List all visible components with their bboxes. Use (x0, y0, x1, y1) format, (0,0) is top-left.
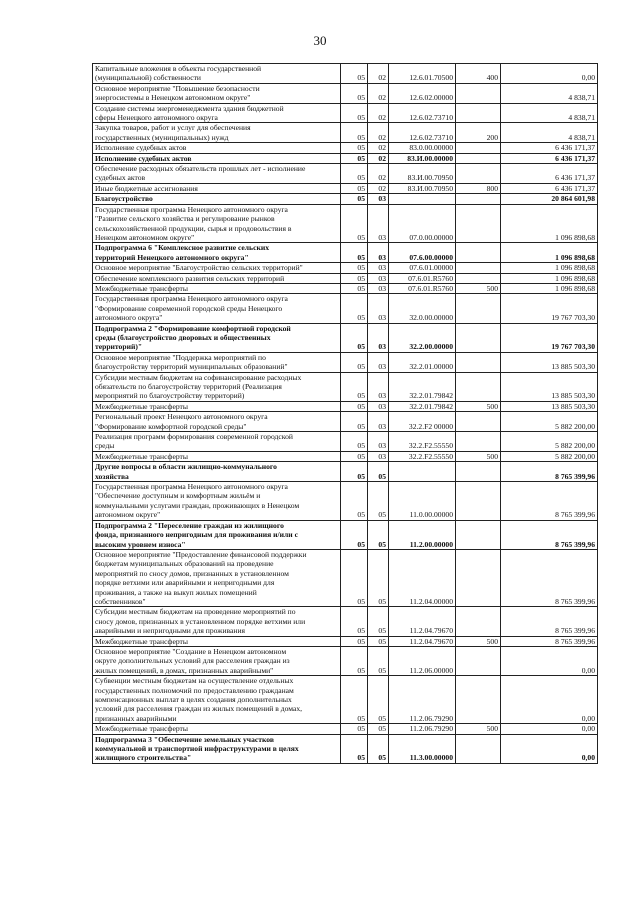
table-row (93, 83, 598, 103)
row-target-article: 32.2.01.79842 (389, 372, 456, 401)
row-target-article: 07.6.01.R5760 (389, 273, 456, 283)
row-target-article: 83.0.00.00000 (389, 143, 456, 153)
row-target-article: 11.2.06.79290 (389, 676, 456, 724)
table-row (93, 143, 598, 153)
row-name: Создание системы энергоменеджмента здания бюджетной сферы Ненецкого автономного округа (93, 103, 341, 123)
row-section: 05 (341, 64, 368, 84)
row-subsection: 05 (368, 676, 389, 724)
row-name: Государственная программа Ненецкого автономного округа "Развитие сельского хозяйства и регулирование рынков сельскохозяйственной продукции, сырья и продовольствия в Ненецком автономном округе" (93, 204, 341, 243)
row-amount: 8 765 399,96 (501, 462, 598, 482)
row-section: 05 (341, 243, 368, 263)
budget-table (92, 63, 598, 764)
row-expense-type: 500 (456, 401, 501, 411)
row-amount: 13 885 503,30 (501, 372, 598, 401)
table-row (93, 283, 598, 293)
row-target-article: 11.0.00.00000 (389, 482, 456, 521)
row-amount: 8 765 399,96 (501, 607, 598, 636)
row-target-article: 32.2.F2.55550 (389, 432, 456, 452)
row-name: Подпрограмма 2 "Формирование комфортной городской среды (благоустройство дворовых и общественных территорий)" (93, 323, 341, 352)
row-subsection: 03 (368, 432, 389, 452)
row-section: 05 (341, 294, 368, 323)
row-section: 05 (341, 676, 368, 724)
row-expense-type (456, 263, 501, 273)
row-expense-type (456, 83, 501, 103)
row-amount: 6 436 171,37 (501, 164, 598, 184)
table-row (93, 412, 598, 432)
row-amount: 20 864 601,98 (501, 194, 598, 204)
row-subsection: 02 (368, 153, 389, 163)
table-row (93, 164, 598, 184)
row-section: 05 (341, 607, 368, 636)
row-expense-type: 800 (456, 183, 501, 193)
row-section: 05 (341, 123, 368, 143)
row-target-article: 12.6.02.73710 (389, 103, 456, 123)
row-expense-type: 400 (456, 64, 501, 84)
row-subsection: 02 (368, 123, 389, 143)
table-row (93, 451, 598, 461)
row-expense-type (456, 734, 501, 763)
row-name: Межбюджетные трансферты (93, 283, 341, 293)
row-section: 05 (341, 401, 368, 411)
row-name: Межбюджетные трансферты (93, 451, 341, 461)
row-expense-type (456, 462, 501, 482)
row-amount: 8 765 399,96 (501, 636, 598, 646)
table-row (93, 734, 598, 763)
row-amount: 1 096 898,68 (501, 273, 598, 283)
row-name: Межбюджетные трансферты (93, 724, 341, 734)
row-section: 05 (341, 323, 368, 352)
row-expense-type (456, 676, 501, 724)
table-row (93, 123, 598, 143)
row-amount: 5 882 200,00 (501, 412, 598, 432)
row-subsection: 05 (368, 482, 389, 521)
row-target-article: 07.6.00.00000 (389, 243, 456, 263)
row-name: Обеспечение комплексного развития сельских территорий (93, 273, 341, 283)
row-subsection: 05 (368, 734, 389, 763)
row-subsection: 02 (368, 164, 389, 184)
row-name: Межбюджетные трансферты (93, 636, 341, 646)
row-subsection: 03 (368, 352, 389, 372)
row-target-article (389, 194, 456, 204)
row-target-article: 83.И.00.70950 (389, 183, 456, 193)
row-target-article: 32.0.00.00000 (389, 294, 456, 323)
row-target-article: 07.0.00.00000 (389, 204, 456, 243)
row-target-article: 11.2.04.00000 (389, 549, 456, 606)
row-subsection: 03 (368, 204, 389, 243)
row-expense-type (456, 243, 501, 263)
table-row (93, 482, 598, 521)
row-section: 05 (341, 451, 368, 461)
table-row (93, 372, 598, 401)
row-section: 05 (341, 520, 368, 549)
row-amount: 1 096 898,68 (501, 204, 598, 243)
row-subsection: 02 (368, 103, 389, 123)
row-expense-type (456, 204, 501, 243)
row-target-article: 32.2.F2 00000 (389, 412, 456, 432)
row-target-article: 11.2.04.79670 (389, 636, 456, 646)
row-target-article: 83.И.00.00000 (389, 153, 456, 163)
row-subsection: 03 (368, 323, 389, 352)
row-amount: 13 885 503,30 (501, 401, 598, 411)
row-expense-type (456, 520, 501, 549)
row-section: 05 (341, 83, 368, 103)
row-subsection: 03 (368, 372, 389, 401)
row-expense-type (456, 323, 501, 352)
row-name: Закупка товаров, работ и услуг для обеспечения государственных (муниципальных) нужд (93, 123, 341, 143)
row-amount: 5 882 200,00 (501, 451, 598, 461)
row-expense-type: 500 (456, 283, 501, 293)
row-target-article: 07.6.01.R5760 (389, 283, 456, 293)
row-amount: 8 765 399,96 (501, 482, 598, 521)
row-section: 05 (341, 412, 368, 432)
row-subsection: 03 (368, 401, 389, 411)
table-row (93, 243, 598, 263)
row-name: Исполнение судебных актов (93, 153, 341, 163)
row-target-article: 12.6.02.00000 (389, 83, 456, 103)
row-target-article (389, 462, 456, 482)
row-subsection: 05 (368, 520, 389, 549)
table-row (93, 183, 598, 193)
table-row (93, 549, 598, 606)
row-subsection: 03 (368, 451, 389, 461)
row-subsection: 03 (368, 263, 389, 273)
row-name: Капитальные вложения в объекты государственной (муниципальной) собственности (93, 64, 341, 84)
row-subsection: 03 (368, 294, 389, 323)
row-section: 05 (341, 734, 368, 763)
row-subsection: 02 (368, 64, 389, 84)
row-section: 05 (341, 183, 368, 193)
row-expense-type (456, 164, 501, 184)
row-expense-type (456, 607, 501, 636)
row-section: 05 (341, 263, 368, 273)
row-name: Подпрограмма 3 "Обеспечение земельных участков коммунальной и транспортной инфраструктурами в целях жилищного строительства" (93, 734, 341, 763)
row-amount: 4 838,71 (501, 83, 598, 103)
row-section: 05 (341, 143, 368, 153)
row-subsection: 03 (368, 273, 389, 283)
row-amount: 13 885 503,30 (501, 352, 598, 372)
row-amount: 0,00 (501, 734, 598, 763)
row-section: 05 (341, 724, 368, 734)
row-subsection: 02 (368, 143, 389, 153)
row-name: Государственная программа Ненецкого автономного округа "Обеспечение доступным и комфортным жильём и коммунальными услугами граждан, проживающих в Ненецком автономном округе" (93, 482, 341, 521)
row-subsection: 05 (368, 646, 389, 675)
table-row (93, 432, 598, 452)
table-row (93, 724, 598, 734)
row-section: 05 (341, 646, 368, 675)
row-section: 05 (341, 194, 368, 204)
row-amount: 4 838,71 (501, 103, 598, 123)
row-amount: 6 436 171,37 (501, 143, 598, 153)
row-name: Основное мероприятие "Предоставление финансовой поддержки бюджетам муниципальных образований на проведение мероприятий по сносу домов, признанных в установленном порядке ветхими или аварийными и непригодными для проживания, а также на выкуп жилых помещений собственников" (93, 549, 341, 606)
row-section: 05 (341, 204, 368, 243)
row-section: 05 (341, 549, 368, 606)
row-name: Подпрограмма 2 "Переселение граждан из жилищного фонда, признанного непригодным для проживания и/или с высоким уровнем износа" (93, 520, 341, 549)
table-row (93, 646, 598, 675)
row-amount: 0,00 (501, 676, 598, 724)
row-expense-type (456, 372, 501, 401)
row-expense-type: 500 (456, 636, 501, 646)
row-target-article: 11.2.06.00000 (389, 646, 456, 675)
row-name: Основное мероприятие "Поддержка мероприятий по благоустройству территорий муниципальных образований" (93, 352, 341, 372)
row-expense-type: 200 (456, 123, 501, 143)
row-expense-type (456, 194, 501, 204)
table-row (93, 263, 598, 273)
row-amount: 6 436 171,37 (501, 183, 598, 193)
row-expense-type (456, 646, 501, 675)
row-section: 05 (341, 372, 368, 401)
row-expense-type (456, 294, 501, 323)
row-target-article: 12.6.01.70500 (389, 64, 456, 84)
row-subsection: 05 (368, 607, 389, 636)
row-amount: 5 882 200,00 (501, 432, 598, 452)
row-subsection: 05 (368, 724, 389, 734)
row-expense-type (456, 412, 501, 432)
row-target-article: 32.2.01.79842 (389, 401, 456, 411)
row-amount: 19 767 703,30 (501, 294, 598, 323)
table-row (93, 204, 598, 243)
row-subsection: 05 (368, 462, 389, 482)
table-row (93, 352, 598, 372)
row-subsection: 03 (368, 412, 389, 432)
row-subsection: 03 (368, 194, 389, 204)
row-section: 05 (341, 482, 368, 521)
row-amount: 6 436 171,37 (501, 153, 598, 163)
row-target-article: 32.2.01.00000 (389, 352, 456, 372)
row-expense-type (456, 549, 501, 606)
row-section: 05 (341, 432, 368, 452)
row-name: Основное мероприятие "Создание в Ненецком автономном округе дополнительных условий для расселения граждан из жилых помещений, в домах, признанных аварийными" (93, 646, 341, 675)
row-target-article: 83.И.00.70950 (389, 164, 456, 184)
table-row (93, 676, 598, 724)
row-expense-type: 500 (456, 451, 501, 461)
row-amount: 0,00 (501, 724, 598, 734)
row-section: 05 (341, 283, 368, 293)
row-expense-type (456, 273, 501, 283)
row-subsection: 02 (368, 83, 389, 103)
row-target-article: 11.2.04.79670 (389, 607, 456, 636)
table-row (93, 462, 598, 482)
row-section: 05 (341, 164, 368, 184)
table-row (93, 294, 598, 323)
row-target-article: 11.3.00.00000 (389, 734, 456, 763)
row-name: Субсидии местным бюджетам на проведение мероприятий по сносу домов, признанных в установленном порядке ветхими или аварийными и непригодными для проживания (93, 607, 341, 636)
table-row (93, 153, 598, 163)
row-section: 05 (341, 462, 368, 482)
table-row (93, 64, 598, 84)
row-subsection: 05 (368, 636, 389, 646)
page-number: 30 (313, 33, 327, 48)
row-name: Благоустройство (93, 194, 341, 204)
row-expense-type: 500 (456, 724, 501, 734)
row-target-article: 11.2.00.00000 (389, 520, 456, 549)
row-expense-type (456, 432, 501, 452)
row-target-article: 12.6.02.73710 (389, 123, 456, 143)
row-subsection: 03 (368, 283, 389, 293)
row-name: Другие вопросы в области жилищно-коммунального хозяйства (93, 462, 341, 482)
row-name: Реализация программ формирования современной городской среды (93, 432, 341, 452)
row-name: Обеспечение расходных обязательств прошлых лет - исполнение судебных актов (93, 164, 341, 184)
row-name: Субсидии местным бюджетам на софинансирование расходных обязательств по благоустройству территорий (Реализация мероприятий по благоустройству территорий) (93, 372, 341, 401)
row-section: 05 (341, 636, 368, 646)
row-target-article: 07.6.01.00000 (389, 263, 456, 273)
row-target-article: 11.2.06.79290 (389, 724, 456, 734)
table-row (93, 273, 598, 283)
row-expense-type (456, 352, 501, 372)
row-section: 05 (341, 273, 368, 283)
row-subsection: 05 (368, 549, 389, 606)
row-section: 05 (341, 352, 368, 372)
table-row (93, 401, 598, 411)
row-expense-type (456, 153, 501, 163)
row-amount: 19 767 703,30 (501, 323, 598, 352)
row-name: Основное мероприятие "Повышение безопасности энергосистемы в Ненецком автономном округе" (93, 83, 341, 103)
table-row (93, 520, 598, 549)
budget-table-body (93, 64, 598, 764)
table-row (93, 323, 598, 352)
row-name: Государственная программа Ненецкого автономного округа "Формирование современной городской среды Ненецкого автономного округа" (93, 294, 341, 323)
row-subsection: 03 (368, 243, 389, 263)
row-subsection: 02 (368, 183, 389, 193)
row-amount: 0,00 (501, 64, 598, 84)
row-amount: 1 096 898,68 (501, 243, 598, 263)
row-expense-type (456, 143, 501, 153)
row-expense-type (456, 103, 501, 123)
row-name: Основное мероприятие "Благоустройство сельских территорий" (93, 263, 341, 273)
row-section: 05 (341, 103, 368, 123)
row-target-article: 32.2.00.00000 (389, 323, 456, 352)
row-target-article: 32.2.F2.55550 (389, 451, 456, 461)
table-row (93, 194, 598, 204)
table-row (93, 636, 598, 646)
row-name: Региональный проект Ненецкого автономного округа "Формирование комфортной городской среды" (93, 412, 341, 432)
table-row (93, 607, 598, 636)
table-row (93, 103, 598, 123)
row-amount: 8 765 399,96 (501, 520, 598, 549)
row-name: Субвенции местным бюджетам на осуществление отдельных государственных полномочий по предоставлению гражданам компенсационных выплат в целях создания дополнительных условий для расселения граждан из жилых помещений в домах, признанных аварийными (93, 676, 341, 724)
row-expense-type (456, 482, 501, 521)
row-name: Иные бюджетные ассигнования (93, 183, 341, 193)
row-amount: 8 765 399,96 (501, 549, 598, 606)
row-name: Межбюджетные трансферты (93, 401, 341, 411)
row-amount: 0,00 (501, 646, 598, 675)
row-section: 05 (341, 153, 368, 163)
row-name: Подпрограмма 6 "Комплексное развитие сельских территорий Ненецкого автономного округа" (93, 243, 341, 263)
row-name: Исполнение судебных актов (93, 143, 341, 153)
row-amount: 1 096 898,68 (501, 263, 598, 273)
row-amount: 4 838,71 (501, 123, 598, 143)
row-amount: 1 096 898,68 (501, 283, 598, 293)
